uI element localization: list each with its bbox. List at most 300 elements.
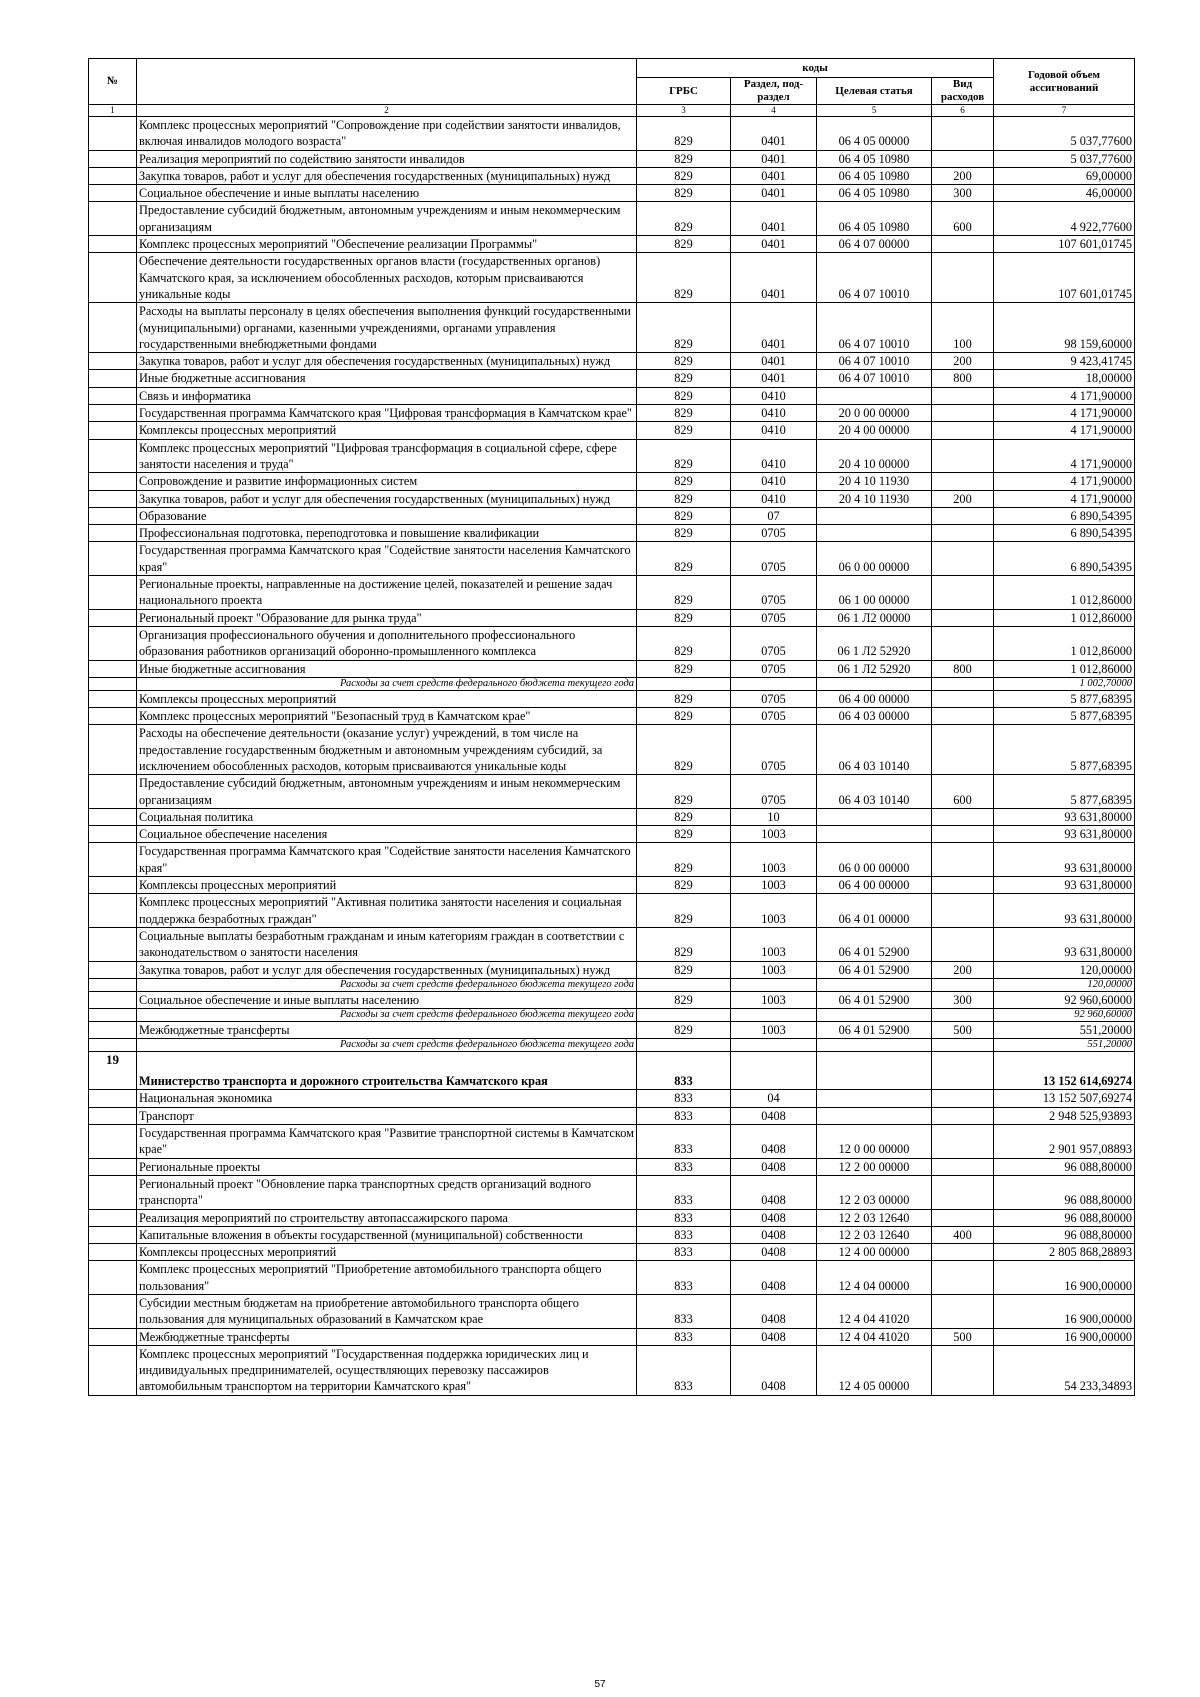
- expense-type: [932, 422, 994, 439]
- razdel-code: 0410: [731, 473, 817, 490]
- amount: 92 960,60000: [994, 991, 1135, 1008]
- target-article: 12 2 03 00000: [817, 1175, 932, 1209]
- row-number: [89, 677, 137, 690]
- grbs-code: 833: [637, 1295, 731, 1329]
- expense-type: [932, 507, 994, 524]
- grbs-code: 829: [637, 542, 731, 576]
- table-row: [89, 660, 1135, 677]
- razdel-code: [731, 978, 817, 991]
- grbs-code: 833: [637, 1090, 731, 1107]
- expense-type: [932, 473, 994, 490]
- grbs-code: 829: [637, 690, 731, 707]
- expense-type: [932, 1052, 994, 1090]
- target-article: 06 4 05 10980: [817, 167, 932, 184]
- expense-type: [932, 525, 994, 542]
- row-name: Национальная экономика: [137, 1090, 637, 1107]
- razdel-code: 0410: [731, 405, 817, 422]
- razdel-code: 0705: [731, 525, 817, 542]
- amount: 5 877,68395: [994, 725, 1135, 775]
- expense-type: [932, 1261, 994, 1295]
- row-number: [89, 978, 137, 991]
- razdel-code: 0705: [731, 576, 817, 610]
- razdel-code: 0410: [731, 387, 817, 404]
- razdel-code: 1003: [731, 961, 817, 978]
- row-number: [89, 405, 137, 422]
- row-number: [89, 507, 137, 524]
- expense-type: [932, 826, 994, 843]
- header-vid: Вид расходов: [932, 78, 994, 105]
- razdel-code: 0401: [731, 236, 817, 253]
- table-row: [89, 927, 1135, 961]
- razdel-code: 0408: [731, 1328, 817, 1345]
- razdel-code: 1003: [731, 894, 817, 928]
- row-number: [89, 525, 137, 542]
- expense-type: [932, 1209, 994, 1226]
- razdel-code: 0408: [731, 1158, 817, 1175]
- row-name: Расходы за счет средств федерального бюджета текущего года: [137, 677, 637, 690]
- row-number: [89, 303, 137, 353]
- row-name: Межбюджетные трансферты: [137, 1328, 637, 1345]
- razdel-code: 1003: [731, 877, 817, 894]
- table-row: [89, 708, 1135, 725]
- amount: 4 171,90000: [994, 387, 1135, 404]
- target-article: 06 4 05 00000: [817, 117, 932, 151]
- target-article: 06 4 07 10010: [817, 370, 932, 387]
- grbs-code: 829: [637, 507, 731, 524]
- amount: 551,20000: [994, 1022, 1135, 1039]
- target-article: [817, 978, 932, 991]
- target-article: 06 4 03 10140: [817, 725, 932, 775]
- table-row: [89, 1261, 1135, 1295]
- target-article: [817, 826, 932, 843]
- expense-type: [932, 236, 994, 253]
- amount: 98 159,60000: [994, 303, 1135, 353]
- amount: 92 960,60000: [994, 1009, 1135, 1022]
- federal-funds-row: [89, 1039, 1135, 1052]
- row-name: Сопровождение и развитие информационных систем: [137, 473, 637, 490]
- grbs-code: 829: [637, 708, 731, 725]
- row-name: Комплекс процессных мероприятий "Приобретение автомобильного транспорта общего пользования": [137, 1261, 637, 1295]
- table-body: [89, 117, 1135, 1396]
- row-number: [89, 185, 137, 202]
- federal-funds-row: [89, 677, 1135, 690]
- grbs-code: 829: [637, 490, 731, 507]
- grbs-code: 829: [637, 927, 731, 961]
- razdel-code: 0401: [731, 353, 817, 370]
- target-article: 06 4 01 52900: [817, 927, 932, 961]
- amount: 9 423,41745: [994, 353, 1135, 370]
- razdel-code: [731, 1039, 817, 1052]
- expense-type: [932, 927, 994, 961]
- row-number: [89, 236, 137, 253]
- row-number: 19: [89, 1052, 137, 1090]
- expense-type: 200: [932, 353, 994, 370]
- row-name: Транспорт: [137, 1107, 637, 1124]
- grbs-code: 829: [637, 387, 731, 404]
- target-article: 20 4 00 00000: [817, 422, 932, 439]
- target-article: [817, 808, 932, 825]
- razdel-code: 1003: [731, 826, 817, 843]
- row-number: [89, 808, 137, 825]
- grbs-code: 829: [637, 626, 731, 660]
- row-name: Комплексы процессных мероприятий: [137, 422, 637, 439]
- amount: 6 890,54395: [994, 525, 1135, 542]
- amount: 4 171,90000: [994, 439, 1135, 473]
- row-name: Комплекс процессных мероприятий "Государственная поддержка юридических лиц и индивидуальных предпринимателей, осуществляющих перевозку пассажиров автомобильным транспортом на территории Камчатского края": [137, 1345, 637, 1395]
- row-name: Образование: [137, 507, 637, 524]
- row-number: [89, 775, 137, 809]
- table-row: [89, 353, 1135, 370]
- amount: 120,00000: [994, 978, 1135, 991]
- expense-type: [932, 1295, 994, 1329]
- header-codes: коды: [637, 59, 994, 78]
- razdel-code: [731, 677, 817, 690]
- razdel-code: 0408: [731, 1244, 817, 1261]
- row-name: Реализация мероприятий по строительству автопассажирского парома: [137, 1209, 637, 1226]
- amount: 4 171,90000: [994, 422, 1135, 439]
- expense-type: [932, 117, 994, 151]
- target-article: [817, 677, 932, 690]
- header-index: 4: [731, 105, 817, 117]
- row-number: [89, 387, 137, 404]
- grbs-code: 829: [637, 1022, 731, 1039]
- header-celevaya: Целевая статья: [817, 78, 932, 105]
- grbs-code: 829: [637, 473, 731, 490]
- table-row: [89, 1295, 1135, 1329]
- expense-type: [932, 1125, 994, 1159]
- row-name: Социальное обеспечение и иные выплаты населению: [137, 185, 637, 202]
- table-row: [89, 202, 1135, 236]
- expense-type: 200: [932, 490, 994, 507]
- amount: 46,00000: [994, 185, 1135, 202]
- grbs-code: 833: [637, 1261, 731, 1295]
- target-article: 20 4 10 00000: [817, 439, 932, 473]
- header-index: 7: [994, 105, 1135, 117]
- grbs-code: 833: [637, 1158, 731, 1175]
- table-row: [89, 303, 1135, 353]
- target-article: 12 4 00 00000: [817, 1244, 932, 1261]
- grbs-code: 829: [637, 303, 731, 353]
- target-article: 12 2 00 00000: [817, 1158, 932, 1175]
- row-name: Государственная программа Камчатского края "Содействие занятости населения Камчатского края": [137, 843, 637, 877]
- row-number: [89, 167, 137, 184]
- row-name: Расходы на обеспечение деятельности (оказание услуг) учреждений, в том числе на предоставление государственным бюджетным и автономным учреждениям субсидий, за исключением обособленных расходов, которым присваиваются уникальные коды: [137, 725, 637, 775]
- row-name: Предоставление субсидий бюджетным, автономным учреждениям и иным некоммерческим организациям: [137, 202, 637, 236]
- grbs-code: 829: [637, 894, 731, 928]
- row-number: [89, 1039, 137, 1052]
- target-article: [817, 1107, 932, 1124]
- row-number: [89, 708, 137, 725]
- razdel-code: [731, 1009, 817, 1022]
- row-name: Социальное обеспечение населения: [137, 826, 637, 843]
- row-name: Государственная программа Камчатского края "Содействие занятости населения Камчатского края": [137, 542, 637, 576]
- table-row: [89, 439, 1135, 473]
- table-row: [89, 1175, 1135, 1209]
- amount: 5 037,77600: [994, 150, 1135, 167]
- target-article: [817, 525, 932, 542]
- row-number: [89, 1244, 137, 1261]
- razdel-code: 0705: [731, 775, 817, 809]
- amount: 96 088,80000: [994, 1209, 1135, 1226]
- grbs-code: 833: [637, 1345, 731, 1395]
- amount: 96 088,80000: [994, 1175, 1135, 1209]
- target-article: 06 4 07 00000: [817, 236, 932, 253]
- table-row: [89, 877, 1135, 894]
- row-name: Комплекс процессных мероприятий "Активная политика занятости населения и социальная поддержка безработных граждан": [137, 894, 637, 928]
- amount: 2 805 868,28893: [994, 1244, 1135, 1261]
- row-number: [89, 370, 137, 387]
- row-number: [89, 609, 137, 626]
- target-article: 06 1 Л2 52920: [817, 660, 932, 677]
- expense-type: [932, 253, 994, 303]
- amount: 120,00000: [994, 961, 1135, 978]
- razdel-code: 0401: [731, 253, 817, 303]
- table-row: [89, 387, 1135, 404]
- target-article: 06 1 Л2 00000: [817, 609, 932, 626]
- header-grbs: ГРБС: [637, 78, 731, 105]
- row-name: Закупка товаров, работ и услуг для обеспечения государственных (муниципальных) нужд: [137, 490, 637, 507]
- table-row: [89, 690, 1135, 707]
- row-number: [89, 542, 137, 576]
- header-num: №: [89, 59, 137, 105]
- expense-type: [932, 978, 994, 991]
- razdel-code: 1003: [731, 1022, 817, 1039]
- table-row: [89, 1226, 1135, 1243]
- razdel-code: 0705: [731, 660, 817, 677]
- grbs-code: 829: [637, 660, 731, 677]
- expense-type: [932, 1107, 994, 1124]
- expense-type: [932, 542, 994, 576]
- grbs-code: 829: [637, 353, 731, 370]
- grbs-code: 833: [637, 1125, 731, 1159]
- expense-type: 600: [932, 775, 994, 809]
- row-name: Региональный проект "Образование для рынка труда": [137, 609, 637, 626]
- grbs-code: 833: [637, 1209, 731, 1226]
- grbs-code: 829: [637, 826, 731, 843]
- target-article: 06 0 00 00000: [817, 542, 932, 576]
- row-name: Социальные выплаты безработным гражданам и иным категориям граждан в соответствии с законодательством о занятости населения: [137, 927, 637, 961]
- expense-type: [932, 677, 994, 690]
- table-row: [89, 370, 1135, 387]
- row-name: Капитальные вложения в объекты государственной (муниципальной) собственности: [137, 1226, 637, 1243]
- table-row: [89, 626, 1135, 660]
- grbs-code: 829: [637, 422, 731, 439]
- row-name: Закупка товаров, работ и услуг для обеспечения государственных (муниципальных) нужд: [137, 353, 637, 370]
- target-article: 06 4 07 10010: [817, 353, 932, 370]
- amount: 1 012,86000: [994, 660, 1135, 677]
- table-row: [89, 576, 1135, 610]
- expense-type: [932, 576, 994, 610]
- row-number: [89, 1090, 137, 1107]
- expense-type: [932, 1158, 994, 1175]
- amount: 1 012,86000: [994, 609, 1135, 626]
- grbs-code: 829: [637, 167, 731, 184]
- target-article: 12 4 05 00000: [817, 1345, 932, 1395]
- row-name: Расходы за счет средств федерального бюджета текущего года: [137, 978, 637, 991]
- amount: 16 900,00000: [994, 1295, 1135, 1329]
- row-name: Комплексы процессных мероприятий: [137, 1244, 637, 1261]
- table-row: [89, 236, 1135, 253]
- row-number: [89, 1345, 137, 1395]
- row-number: [89, 353, 137, 370]
- razdel-code: 0408: [731, 1175, 817, 1209]
- table-row: [89, 725, 1135, 775]
- razdel-code: 1003: [731, 991, 817, 1008]
- row-number: [89, 927, 137, 961]
- expense-type: [932, 894, 994, 928]
- amount: 18,00000: [994, 370, 1135, 387]
- razdel-code: 1003: [731, 843, 817, 877]
- amount: 4 171,90000: [994, 473, 1135, 490]
- row-name: Предоставление субсидий бюджетным, автономным учреждениям и иным некоммерческим организациям: [137, 775, 637, 809]
- amount: 13 152 507,69274: [994, 1090, 1135, 1107]
- row-number: [89, 1226, 137, 1243]
- row-name: Межбюджетные трансферты: [137, 1022, 637, 1039]
- amount: 69,00000: [994, 167, 1135, 184]
- ministry-row: [89, 1052, 1135, 1090]
- table-row: [89, 1107, 1135, 1124]
- target-article: 06 4 01 52900: [817, 1022, 932, 1039]
- row-name: Социальное обеспечение и иные выплаты населению: [137, 991, 637, 1008]
- row-number: [89, 473, 137, 490]
- table-row: [89, 843, 1135, 877]
- row-number: [89, 877, 137, 894]
- table-row: [89, 1345, 1135, 1395]
- expense-type: 300: [932, 185, 994, 202]
- row-name: Государственная программа Камчатского края "Развитие транспортной системы в Камчатском крае": [137, 1125, 637, 1159]
- amount: 5 037,77600: [994, 117, 1135, 151]
- expense-type: [932, 150, 994, 167]
- target-article: [817, 1039, 932, 1052]
- amount: 16 900,00000: [994, 1261, 1135, 1295]
- amount: 93 631,80000: [994, 808, 1135, 825]
- expense-type: [932, 1009, 994, 1022]
- expense-type: [932, 439, 994, 473]
- expense-type: [932, 708, 994, 725]
- row-name: Социальная политика: [137, 808, 637, 825]
- table-row: [89, 1022, 1135, 1039]
- razdel-code: 0401: [731, 202, 817, 236]
- row-name: Комплекс процессных мероприятий "Обеспечение реализации Программы": [137, 236, 637, 253]
- expense-type: 100: [932, 303, 994, 353]
- expense-type: [932, 405, 994, 422]
- razdel-code: 0705: [731, 725, 817, 775]
- expense-type: [932, 843, 994, 877]
- row-number: [89, 991, 137, 1008]
- amount: 5 877,68395: [994, 775, 1135, 809]
- amount: 6 890,54395: [994, 542, 1135, 576]
- target-article: 06 4 07 10010: [817, 303, 932, 353]
- table-row: [89, 422, 1135, 439]
- grbs-code: 829: [637, 609, 731, 626]
- header-amount: Годовой объем ассигнований: [994, 59, 1135, 105]
- target-article: 20 4 10 11930: [817, 473, 932, 490]
- row-name: Расходы за счет средств федерального бюджета текущего года: [137, 1009, 637, 1022]
- expense-type: 500: [932, 1022, 994, 1039]
- target-article: 06 4 01 52900: [817, 961, 932, 978]
- header-index: 5: [817, 105, 932, 117]
- target-article: 06 1 00 00000: [817, 576, 932, 610]
- target-article: 06 1 Л2 52920: [817, 626, 932, 660]
- expense-type: 600: [932, 202, 994, 236]
- row-number: [89, 1209, 137, 1226]
- expense-type: [932, 1345, 994, 1395]
- row-number: [89, 961, 137, 978]
- row-name: Региональный проект "Обновление парка транспортных средств организаций водного транспорта": [137, 1175, 637, 1209]
- expense-type: 400: [932, 1226, 994, 1243]
- row-number: [89, 690, 137, 707]
- target-article: 12 4 04 41020: [817, 1295, 932, 1329]
- expense-type: 800: [932, 370, 994, 387]
- header-index: 6: [932, 105, 994, 117]
- target-article: 06 4 05 10980: [817, 150, 932, 167]
- row-name: Расходы за счет средств федерального бюджета текущего года: [137, 1039, 637, 1052]
- razdel-code: 0705: [731, 542, 817, 576]
- target-article: 06 4 05 10980: [817, 185, 932, 202]
- row-name: Министерство транспорта и дорожного строительства Камчатского края: [137, 1052, 637, 1090]
- amount: 2 948 525,93893: [994, 1107, 1135, 1124]
- table-row: [89, 826, 1135, 843]
- grbs-code: 829: [637, 185, 731, 202]
- expense-type: [932, 690, 994, 707]
- grbs-code: 833: [637, 1107, 731, 1124]
- expense-type: [932, 626, 994, 660]
- row-name: Комплексы процессных мероприятий: [137, 690, 637, 707]
- razdel-code: 04: [731, 1090, 817, 1107]
- razdel-code: 0705: [731, 626, 817, 660]
- target-article: 12 4 04 41020: [817, 1328, 932, 1345]
- amount: 93 631,80000: [994, 877, 1135, 894]
- razdel-code: 0408: [731, 1209, 817, 1226]
- row-name: Комплексы процессных мероприятий: [137, 877, 637, 894]
- razdel-code: 0408: [731, 1261, 817, 1295]
- target-article: 06 4 01 00000: [817, 894, 932, 928]
- table-row: [89, 542, 1135, 576]
- row-name: Государственная программа Камчатского края "Цифровая трансформация в Камчатском крае": [137, 405, 637, 422]
- expense-type: [932, 1175, 994, 1209]
- amount: 107 601,01745: [994, 253, 1135, 303]
- razdel-code: 0408: [731, 1107, 817, 1124]
- table-row: [89, 525, 1135, 542]
- expense-type: [932, 808, 994, 825]
- row-number: [89, 1125, 137, 1159]
- razdel-code: 10: [731, 808, 817, 825]
- row-number: [89, 660, 137, 677]
- page-number: 57: [594, 1679, 606, 1690]
- razdel-code: 0408: [731, 1125, 817, 1159]
- table-row: [89, 1158, 1135, 1175]
- amount: 93 631,80000: [994, 894, 1135, 928]
- row-number: [89, 490, 137, 507]
- grbs-code: 833: [637, 1226, 731, 1243]
- row-name: Комплекс процессных мероприятий "Сопровождение при содействии занятости инвалидов, включая инвалидов молодого возраста": [137, 117, 637, 151]
- razdel-code: 1003: [731, 927, 817, 961]
- table-row: [89, 1244, 1135, 1261]
- grbs-code: 829: [637, 439, 731, 473]
- amount: 16 900,00000: [994, 1328, 1135, 1345]
- grbs-code: 829: [637, 405, 731, 422]
- grbs-code: 829: [637, 725, 731, 775]
- row-name: Иные бюджетные ассигнования: [137, 660, 637, 677]
- header-index: 1: [89, 105, 137, 117]
- expense-type: [932, 877, 994, 894]
- amount: 107 601,01745: [994, 236, 1135, 253]
- row-number: [89, 1022, 137, 1039]
- razdel-code: 0705: [731, 690, 817, 707]
- target-article: 12 0 00 00000: [817, 1125, 932, 1159]
- row-number: [89, 826, 137, 843]
- table-row: [89, 1328, 1135, 1345]
